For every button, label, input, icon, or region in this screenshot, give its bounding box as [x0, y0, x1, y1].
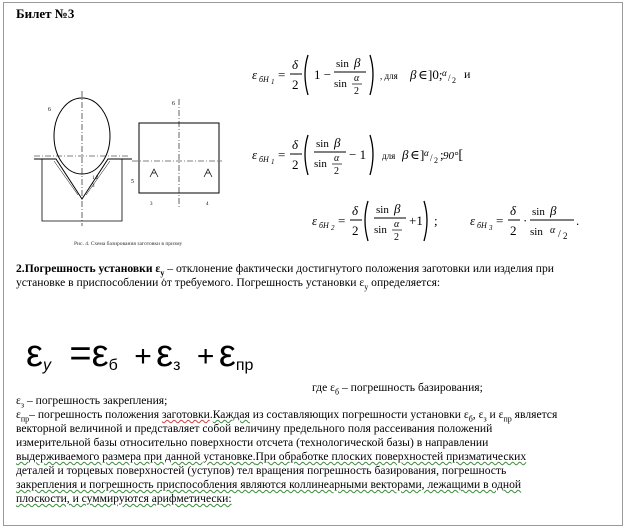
- svg-text:/: /: [430, 153, 433, 163]
- body-line-1: векторной величиной и представляет собой величину предельного поля рассеивания положений: [16, 422, 493, 435]
- svg-text:4: 4: [206, 202, 209, 207]
- svg-text:δ: δ: [292, 137, 299, 152]
- svg-text:.: .: [576, 213, 580, 228]
- eq-term2-sub: з: [173, 357, 181, 375]
- svg-text:2: 2: [292, 157, 299, 172]
- def2-mid1: , ε: [472, 408, 484, 421]
- formula3-lhs: ε: [312, 213, 318, 228]
- def2-text-e: из составляющих погрешности установки ε: [249, 408, 469, 421]
- svg-text:sin: sin: [336, 58, 349, 70]
- svg-text:α: α: [442, 68, 447, 78]
- svg-text:2: 2: [510, 223, 517, 238]
- v-block-figure: [34, 91, 224, 251]
- formula-eps-bh2: [312, 189, 442, 251]
- svg-text:α: α: [550, 225, 556, 236]
- svg-text:∈: ∈: [410, 147, 420, 162]
- figure-caption: Рис. 4. Схема базирования заготовки в призму: [74, 241, 183, 247]
- where-text: где ε: [312, 381, 335, 394]
- body-line-3-a: выдерживаемого размера при данной установке.: [16, 450, 256, 463]
- where-sub: б: [335, 387, 340, 397]
- section-heading-sub: у: [160, 268, 165, 278]
- svg-text:=: =: [496, 213, 504, 228]
- svg-text:sin: sin: [314, 158, 327, 170]
- eq-term2: ε: [156, 333, 174, 375]
- svg-text:2: 2: [434, 156, 438, 165]
- side-view: [34, 91, 132, 226]
- eq-term1: ε: [91, 333, 109, 375]
- section-line2-end: определяется:: [371, 276, 441, 289]
- def2-sub2: з: [483, 414, 487, 424]
- svg-text:− 1: − 1: [349, 147, 367, 162]
- svg-text:sin: sin: [316, 138, 329, 150]
- def2-mid2: и ε: [486, 408, 504, 421]
- svg-text:бH: бH: [319, 221, 329, 230]
- svg-text:6: 6: [48, 107, 51, 113]
- front-view: [131, 99, 222, 209]
- svg-text:δ: δ: [510, 203, 517, 218]
- svg-text:β: β: [550, 203, 557, 218]
- eq-plus1: +: [134, 340, 152, 373]
- svg-text:2: 2: [334, 166, 339, 177]
- svg-text:2: 2: [292, 77, 299, 92]
- eq-term3: ε: [218, 333, 236, 375]
- svg-text:α: α: [354, 73, 360, 84]
- svg-text:2: 2: [352, 223, 359, 238]
- svg-text:1,2: 1,2: [92, 176, 99, 181]
- eq-term3-sub: пр: [235, 357, 254, 375]
- svg-text:бH: бH: [259, 75, 269, 84]
- def2-text-c: .: [209, 408, 213, 421]
- def2-symbol: ε: [16, 408, 21, 421]
- svg-text:=: =: [278, 147, 286, 162]
- def2-sub3: пр: [503, 414, 512, 424]
- def2-text-b: заготовки: [161, 408, 210, 421]
- svg-text:δ: δ: [292, 57, 299, 72]
- svg-text:/: /: [558, 229, 561, 240]
- formula-eps-bh1-first: [252, 43, 462, 105]
- svg-text:α: α: [394, 219, 400, 230]
- body-line-6-text: плоскости, и суммируются арифметически:: [16, 492, 232, 505]
- svg-text:]: ]: [420, 147, 425, 162]
- formula-eps-bh1-second: [252, 123, 452, 185]
- def1-symbol: ε: [16, 394, 21, 407]
- svg-text:=: =: [338, 213, 346, 228]
- body-line-5-text: закрепления и погрешность приспособления являются коллинеарными векторами, лежащими в одной: [16, 478, 522, 491]
- section-line2-text: установке в приспособлении от требуемого. Погрешность установки ε: [16, 276, 365, 289]
- eq-lhs: ε: [26, 333, 43, 375]
- svg-text:2: 2: [331, 224, 335, 232]
- formula1-lhs: ε: [252, 67, 258, 82]
- svg-text:sin: sin: [530, 226, 543, 238]
- svg-text:α: α: [334, 153, 340, 164]
- svg-text:2: 2: [452, 76, 456, 85]
- svg-text:;: ;: [440, 147, 444, 162]
- formula4-lhs: ε: [470, 213, 476, 228]
- def2-end: является: [511, 408, 558, 421]
- def2-sub1: б: [468, 414, 473, 424]
- body-line-3-b: При обработке плоских поверхностей призматических: [255, 450, 527, 463]
- svg-text:2: 2: [354, 86, 359, 97]
- svg-text:=: =: [278, 67, 286, 82]
- body-line-4: деталей и торцевых поверхностей (уступов) тел вращения погрешность базирования, погрешность: [16, 464, 507, 477]
- svg-text:β: β: [410, 67, 417, 82]
- formula3-punct: ;: [434, 213, 438, 228]
- def1-rest: – погрешность закрепления;: [26, 394, 168, 407]
- svg-text:sin: sin: [374, 224, 387, 236]
- svg-text:α: α: [424, 148, 429, 158]
- svg-text:1: 1: [271, 158, 275, 166]
- svg-text:2: 2: [394, 232, 399, 243]
- formula2-range-end: 90°[: [443, 148, 464, 163]
- svg-text:1 −: 1 −: [314, 67, 332, 82]
- def2-sub: пр: [20, 414, 30, 424]
- body-line-6: [16, 492, 232, 506]
- formula2-cond: для: [382, 151, 396, 161]
- def1-sub: з: [20, 400, 25, 410]
- formula1-cond: , для: [380, 71, 398, 81]
- main-equation: [26, 333, 253, 376]
- section-line2-sub: у: [364, 282, 369, 292]
- eq-equals: =: [69, 333, 92, 375]
- svg-text:·: ·: [523, 213, 528, 228]
- svg-text:δ: δ: [352, 203, 359, 218]
- body-line-3: [16, 450, 526, 464]
- svg-text:β: β: [402, 147, 409, 162]
- formula2-range: 90°: [443, 150, 459, 162]
- svg-text:∈: ∈: [418, 67, 428, 82]
- def2-text-a: – погрешность положения: [29, 408, 162, 421]
- svg-text:3: 3: [92, 184, 95, 189]
- section-heading: [16, 262, 165, 278]
- formula2-lhs: ε: [252, 147, 258, 162]
- svg-text:β: β: [394, 201, 401, 216]
- svg-text:sin: sin: [334, 78, 347, 90]
- svg-text:sin: sin: [376, 204, 389, 216]
- body-line-2: измерительной базы относительно поверхности отсчета (технологической базы) в направлении: [16, 436, 489, 449]
- svg-text:2: 2: [563, 231, 568, 241]
- svg-text:1: 1: [271, 78, 275, 86]
- section-line1-rest: – отклонение фактически достигнутого положения заготовки или изделия при: [167, 262, 554, 275]
- svg-text:6: 6: [172, 101, 175, 107]
- where-rest: – погрешность базирования;: [341, 381, 483, 394]
- section-line2: [16, 276, 440, 294]
- svg-text:3: 3: [489, 224, 493, 232]
- svg-text:/: /: [448, 73, 451, 83]
- svg-text:]0;: ]0;: [428, 67, 443, 82]
- svg-text:+1: +1: [409, 213, 423, 228]
- svg-text:бH: бH: [477, 221, 487, 230]
- svg-text:3: 3: [150, 202, 153, 207]
- eq-term1-sub: б: [108, 357, 118, 375]
- def2-text-d: Каждая: [212, 408, 250, 421]
- svg-text:5: 5: [131, 179, 134, 185]
- eq-lhs-sub: у: [42, 357, 51, 375]
- svg-text:β: β: [334, 135, 341, 150]
- svg-text:бH: бH: [259, 155, 269, 164]
- svg-text:β: β: [354, 55, 361, 70]
- svg-text:sin: sin: [532, 206, 545, 218]
- where-line: [312, 381, 483, 399]
- document-page: [3, 2, 623, 526]
- section-heading-text: 2.Погрешность установки ε: [16, 262, 161, 275]
- eq-plus2: +: [196, 340, 215, 373]
- formula1-and: и: [464, 67, 471, 81]
- formula-eps-bh3: [470, 199, 590, 249]
- body-line-5: [16, 478, 521, 492]
- ticket-title: Билет №3: [16, 6, 75, 21]
